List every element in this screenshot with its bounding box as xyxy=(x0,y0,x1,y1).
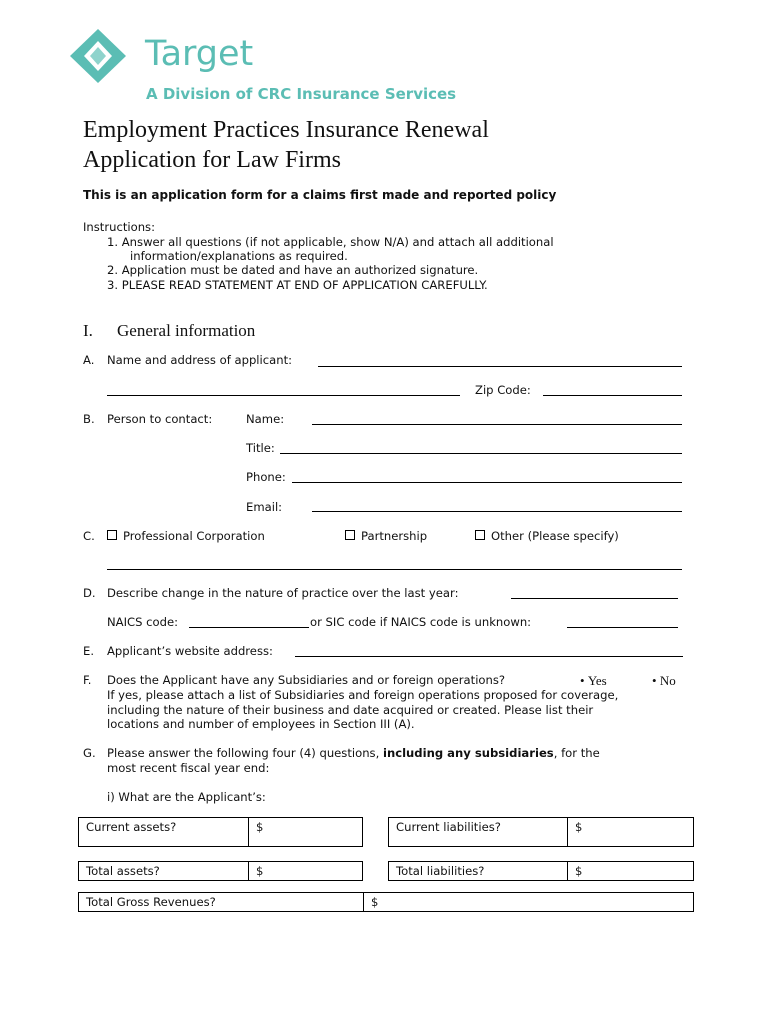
applicant-address-field[interactable] xyxy=(107,395,460,396)
item-letter-a: A. xyxy=(83,353,95,367)
website-field[interactable] xyxy=(295,656,683,657)
current-liabilities-table xyxy=(388,817,694,847)
total-liabilities-table xyxy=(388,861,694,881)
no-label: No xyxy=(659,673,676,688)
item-letter-g: G. xyxy=(83,746,96,760)
current-assets-field[interactable] xyxy=(249,818,363,847)
professional-corporation-label: Professional Corporation xyxy=(123,529,265,543)
contact-title-label: Title: xyxy=(246,441,275,455)
applicant-name-label: Name and address of applicant: xyxy=(107,353,293,367)
professional-corporation-option[interactable] xyxy=(107,529,265,543)
applicant-name-field[interactable] xyxy=(318,366,682,367)
logo-division: A Division of CRC Insurance Services xyxy=(146,85,457,103)
contact-title-field[interactable] xyxy=(280,453,682,454)
contact-email-field[interactable] xyxy=(312,511,682,512)
item-letter-f: F. xyxy=(83,673,92,687)
gross-revenues-label: Total Gross Revenues? xyxy=(79,893,364,912)
instruction-item: 3. PLEASE READ STATEMENT AT END OF APPLICATION CAREFULLY. xyxy=(107,278,488,292)
financial-subheading: i) What are the Applicant’s: xyxy=(107,790,266,804)
contact-phone-field[interactable] xyxy=(292,482,682,483)
diamond-logo-icon xyxy=(68,27,128,85)
page-title-line-1: Employment Practices Insurance Renewal xyxy=(83,117,489,143)
gross-revenues-table xyxy=(78,892,694,912)
contact-email-label: Email: xyxy=(246,500,283,514)
page-title-line-2: Application for Law Firms xyxy=(83,147,341,173)
section-number: I. xyxy=(83,321,93,340)
subsidiaries-instructions: including the nature of their business and date acquired or created. Please list their xyxy=(107,703,594,717)
current-assets-label: Current assets? xyxy=(79,818,249,847)
dollar-sign: $ xyxy=(256,864,264,878)
zip-code-field[interactable] xyxy=(543,395,682,396)
total-liabilities-field[interactable] xyxy=(568,862,694,881)
current-liabilities-label: Current liabilities? xyxy=(389,818,568,847)
logo-name: Target xyxy=(145,34,254,74)
other-label: Other (Please specify) xyxy=(491,529,619,543)
other-specify-field[interactable] xyxy=(107,569,682,570)
financial-question-text: , for the xyxy=(553,746,600,760)
subtitle: This is an application form for a claims first made and reported policy xyxy=(83,188,557,202)
financial-question-text: Please answer the following four (4) questions, xyxy=(107,746,383,760)
partnership-option[interactable] xyxy=(345,529,427,543)
practice-change-field[interactable] xyxy=(511,598,678,599)
gross-revenues-field[interactable] xyxy=(364,893,694,912)
item-letter-d: D. xyxy=(83,586,96,600)
item-letter-b: B. xyxy=(83,412,95,426)
website-label: Applicant’s website address: xyxy=(107,644,273,658)
total-liabilities-label: Total liabilities? xyxy=(389,862,568,881)
checkbox-icon[interactable] xyxy=(345,530,355,540)
dollar-sign: $ xyxy=(371,895,379,909)
dollar-sign: $ xyxy=(575,820,583,834)
naics-code-label: NAICS code: xyxy=(107,615,179,629)
item-letter-e: E. xyxy=(83,644,95,658)
financial-question xyxy=(107,746,600,760)
bullet-icon: • xyxy=(580,673,588,688)
zip-code-label: Zip Code: xyxy=(475,383,531,397)
current-assets-table xyxy=(78,817,363,847)
no-option[interactable] xyxy=(652,673,676,689)
financial-question-line-2: most recent fiscal year end: xyxy=(107,761,270,775)
instruction-item: 1. Answer all questions (if not applicable, show N/A) and attach all additional xyxy=(107,235,554,249)
item-letter-c: C. xyxy=(83,529,95,543)
total-assets-label: Total assets? xyxy=(79,862,249,881)
instruction-item: information/explanations as required. xyxy=(130,249,348,263)
subsidiaries-instructions: If yes, please attach a list of Subsidiaries and foreign operations proposed for coverage, xyxy=(107,688,619,702)
total-assets-field[interactable] xyxy=(249,862,363,881)
checkbox-icon[interactable] xyxy=(107,530,117,540)
contact-phone-label: Phone: xyxy=(246,470,286,484)
yes-label: Yes xyxy=(587,673,607,688)
contact-name-field[interactable] xyxy=(312,424,682,425)
section-title: General information xyxy=(117,321,256,340)
other-option[interactable] xyxy=(475,529,619,543)
checkbox-icon[interactable] xyxy=(475,530,485,540)
current-liabilities-field[interactable] xyxy=(568,818,694,847)
subsidiaries-question: Does the Applicant have any Subsidiaries and or foreign operations? xyxy=(107,673,506,687)
sic-code-label: or SIC code if NAICS code is unknown: xyxy=(310,615,532,629)
total-assets-table xyxy=(78,861,363,881)
yes-option[interactable] xyxy=(580,673,607,689)
contact-label: Person to contact: xyxy=(107,412,213,426)
dollar-sign: $ xyxy=(256,820,264,834)
subsidiaries-instructions: locations and number of employees in Section III (A). xyxy=(107,717,415,731)
contact-name-label: Name: xyxy=(246,412,285,426)
sic-code-field[interactable] xyxy=(567,627,678,628)
practice-change-label: Describe change in the nature of practice over the last year: xyxy=(107,586,459,600)
partnership-label: Partnership xyxy=(361,529,428,543)
instruction-item: 2. Application must be dated and have an authorized signature. xyxy=(107,263,479,277)
instructions-heading: Instructions: xyxy=(83,220,155,234)
bullet-icon: • xyxy=(652,673,660,688)
naics-code-field[interactable] xyxy=(189,627,309,628)
dollar-sign: $ xyxy=(575,864,583,878)
financial-question-emphasis: including any subsidiaries xyxy=(382,746,554,760)
